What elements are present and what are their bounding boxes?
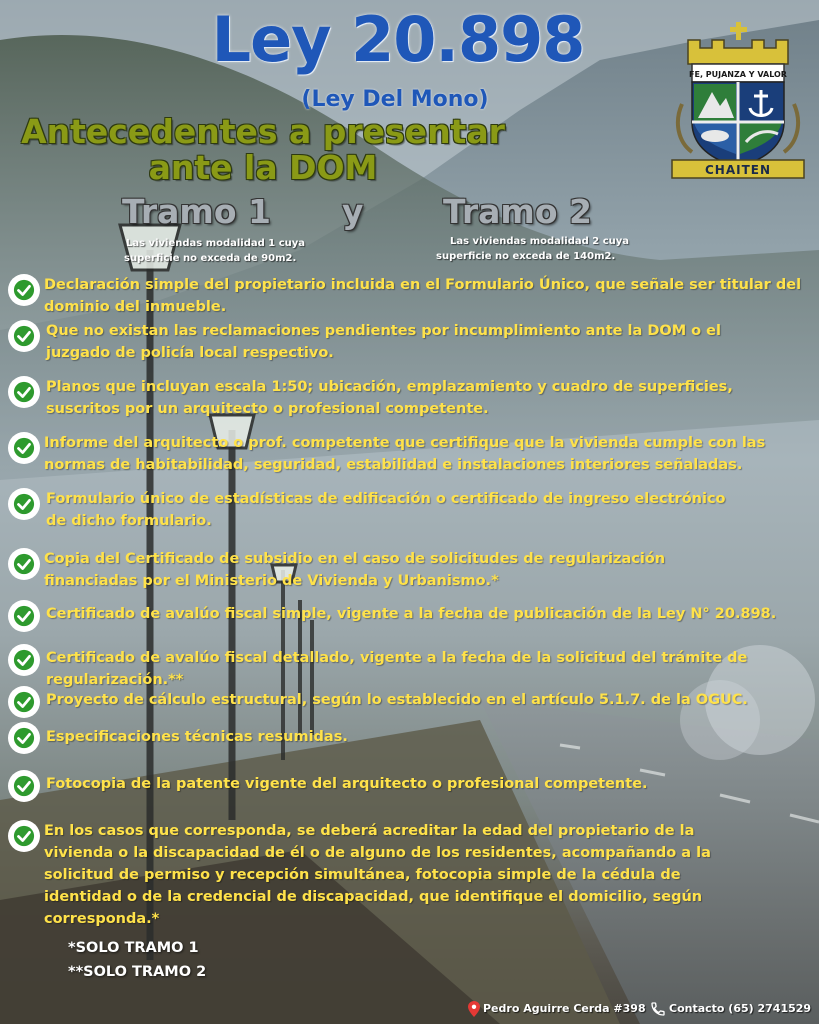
requirement-line: solicitud de permiso y recepción simultánea, fotocopia simple de la cédula de bbox=[44, 867, 681, 883]
check-icon bbox=[8, 770, 40, 802]
requirement-line: Copia del Certificado de subsidio en el caso de solicitudes de regularización bbox=[44, 551, 666, 567]
check-icon bbox=[8, 274, 40, 306]
check-icon bbox=[8, 376, 40, 408]
tramo-1-note-line1: Las viviendas modalidad 1 cuya bbox=[126, 238, 306, 249]
requirement-line: Certificado de avalúo fiscal simple, vigente a la fecha de publicación de la Ley N° 20.898. bbox=[46, 606, 777, 622]
tramo-connector: y bbox=[342, 192, 364, 231]
check-icon bbox=[8, 644, 40, 676]
requirement-line: Declaración simple del propietario incluida en el Formulario Único, que señale ser titular del bbox=[44, 277, 802, 293]
tramo-2-note bbox=[436, 234, 646, 264]
requirement-line: regularización.** bbox=[46, 672, 184, 688]
requirement-line: Informe del arquitecto o prof. competente que certifique que la vivienda cumple con las bbox=[44, 435, 766, 451]
requirement-line: normas de habitabilidad, seguridad, estabilidad e instalaciones interiores señaladas. bbox=[44, 457, 743, 473]
requirement-item bbox=[8, 722, 814, 754]
check-icon bbox=[8, 686, 40, 718]
tramo-2-label: Tramo 2 bbox=[443, 192, 592, 231]
requirement-line: dominio del inmueble. bbox=[44, 299, 227, 315]
requirement-line: corresponda.* bbox=[44, 911, 160, 927]
address-text: Pedro Aguirre Cerda #398 bbox=[483, 1002, 646, 1015]
requirement-item bbox=[8, 376, 814, 420]
requirement-text bbox=[44, 320, 721, 364]
note-tramo-2: **SOLO TRAMO 2 bbox=[68, 964, 207, 980]
requirement-line: financiadas por el Ministerio de Vivienda y Urbanismo.* bbox=[44, 573, 499, 589]
requirement-item bbox=[8, 432, 814, 476]
requirement-text bbox=[44, 376, 733, 420]
requirement-line: Certificado de avalúo fiscal detallado, vigente a la fecha de la solicitud del trámite de bbox=[46, 650, 748, 666]
footer-address bbox=[468, 1000, 646, 1018]
requirement-line: identidad o de la credencial de discapacidad, que identifique el domicilio, según bbox=[44, 889, 703, 905]
tramo-1-note-line2: superficie no exceda de 90m2. bbox=[124, 253, 297, 264]
requirement-item bbox=[8, 488, 814, 532]
requirement-item bbox=[8, 320, 814, 364]
requirement-line: Que no existan las reclamaciones pendientes por incumplimiento ante la DOM o el bbox=[46, 323, 721, 339]
requirement-item bbox=[8, 600, 814, 632]
chaiten-crest-logo bbox=[668, 22, 808, 180]
requirement-line: Planos que incluyan escala 1:50; ubicación, emplazamiento y cuadro de superficies, bbox=[46, 379, 733, 395]
requirement-line: Formulario único de estadísticas de edificación o certificado de ingreso electrónico bbox=[46, 491, 726, 507]
requirement-text bbox=[44, 770, 648, 795]
contact-text: Contacto (65) 2741529 bbox=[669, 1002, 812, 1015]
tramo-2-note-line2: superficie no exceda de 140m2. bbox=[436, 251, 616, 262]
requirement-text bbox=[44, 432, 765, 476]
requirement-item bbox=[8, 770, 814, 802]
page-subtitle: (Ley Del Mono) bbox=[301, 87, 489, 112]
crest-name: CHAITEN bbox=[704, 163, 772, 177]
requirement-line: Proyecto de cálculo estructural, según lo establecido en el artículo 5.1.7. de la OGUC. bbox=[46, 692, 748, 708]
check-icon bbox=[8, 488, 40, 520]
note-tramo-1: *SOLO TRAMO 1 bbox=[68, 940, 199, 956]
requirement-line: juzgado de policía local respectivo. bbox=[46, 345, 334, 361]
tramo-1-note bbox=[124, 236, 334, 266]
requirement-text bbox=[44, 548, 665, 592]
requirement-line: Fotocopia de la patente vigente del arquitecto o profesional competente. bbox=[46, 776, 648, 792]
requirement-item bbox=[8, 274, 814, 318]
requirement-line: de dicho formulario. bbox=[46, 513, 212, 529]
section-heading-line2: ante la DOM bbox=[148, 148, 378, 187]
requirement-line: En los casos que corresponda, se deberá acreditar la edad del propietario de la bbox=[44, 823, 695, 839]
requirement-text bbox=[44, 722, 348, 748]
requirement-line: suscritos por un arquitecto o profesional competente. bbox=[46, 401, 489, 417]
requirement-text bbox=[44, 644, 747, 691]
check-icon bbox=[8, 320, 40, 352]
section-heading bbox=[8, 114, 518, 186]
requirement-text bbox=[44, 488, 726, 532]
check-icon bbox=[8, 548, 40, 580]
requirement-line: vivienda o la discapacidad de él o de alguno de los residentes, acompañando a la bbox=[44, 845, 711, 861]
section-heading-line1: Antecedentes a presentar bbox=[21, 112, 505, 151]
requirement-text bbox=[44, 686, 748, 711]
check-icon bbox=[8, 600, 40, 632]
requirement-text bbox=[44, 274, 801, 318]
requirement-item bbox=[8, 686, 814, 718]
footer-contact bbox=[650, 1000, 811, 1018]
phone-icon bbox=[650, 1001, 666, 1017]
check-icon bbox=[8, 722, 40, 754]
tramo-1-label: Tramo 1 bbox=[122, 192, 271, 231]
requirement-line: Especificaciones técnicas resumidas. bbox=[46, 729, 348, 745]
check-icon bbox=[8, 432, 40, 464]
requirement-text bbox=[44, 820, 711, 930]
crest-motto: FE, PUJANZA Y VALOR bbox=[689, 70, 787, 79]
check-icon bbox=[8, 820, 40, 852]
requirement-item bbox=[8, 644, 814, 691]
requirement-item bbox=[8, 820, 814, 930]
location-pin-icon bbox=[468, 1001, 480, 1017]
requirement-text bbox=[44, 600, 776, 625]
page-title: Ley 20.898 bbox=[211, 3, 585, 76]
requirement-item bbox=[8, 548, 814, 592]
tramo-2-note-line1: Las viviendas modalidad 2 cuya bbox=[450, 236, 630, 247]
